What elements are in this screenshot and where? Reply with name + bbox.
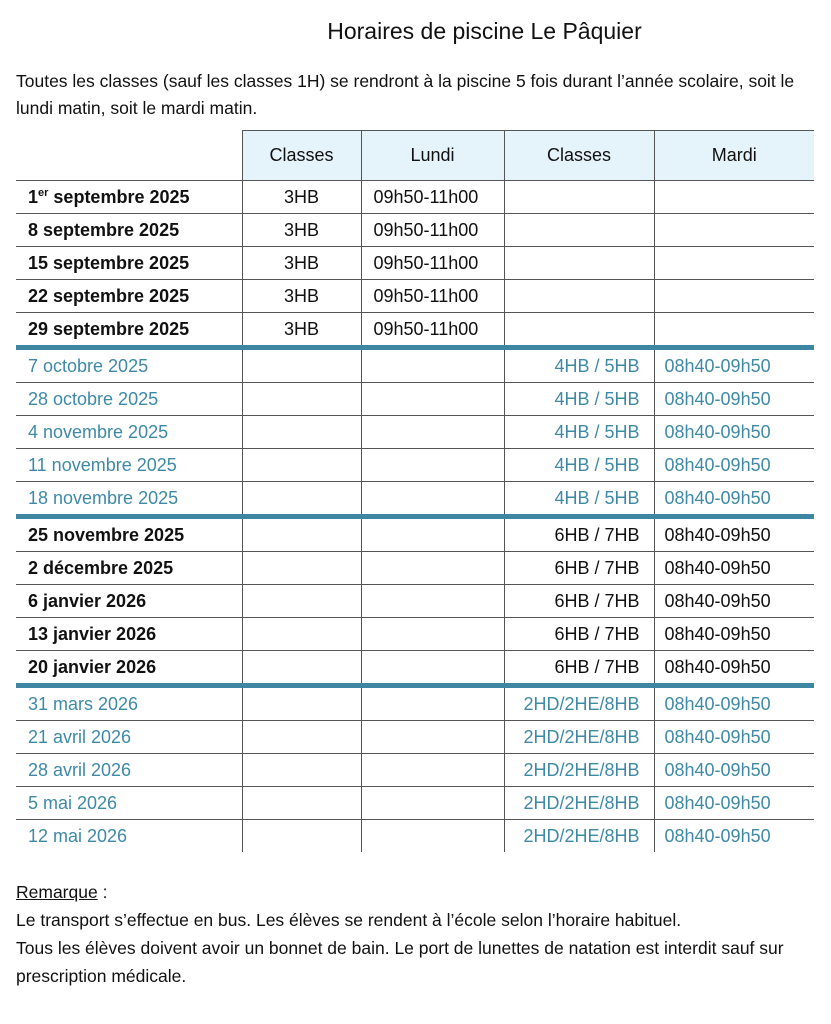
classes-lundi-cell [242, 585, 361, 618]
remarks-line-equipment: Tous les élèves doivent avoir un bonnet de bain. Le port de lunettes de natation est interdit sauf sur prescription médicale. [16, 938, 784, 986]
table-row [16, 181, 814, 214]
schedule-table [16, 130, 814, 852]
intro-paragraph: Toutes les classes (sauf les classes 1H) se rendront à la piscine 5 fois durant l’année scolaire, soit le lundi matin, soit le mardi matin. [16, 71, 795, 118]
classes-mardi-cell: 6HB / 7HB [504, 651, 654, 686]
remarks-label: Remarque [16, 882, 98, 902]
date-cell: 4 novembre 2025 [16, 416, 242, 449]
mardi-cell: 08h40-09h50 [654, 482, 814, 517]
classes-mardi-cell: 6HB / 7HB [504, 585, 654, 618]
classes-lundi-cell: 3HB [242, 214, 361, 247]
classes-mardi-cell: 2HD/2HE/8HB [504, 787, 654, 820]
lundi-cell [361, 585, 504, 618]
classes-lundi-cell [242, 348, 361, 383]
mardi-cell: 08h40-09h50 [654, 585, 814, 618]
lundi-cell [361, 449, 504, 482]
classes-lundi-cell [242, 482, 361, 517]
lundi-cell [361, 517, 504, 552]
mardi-cell [654, 181, 814, 214]
table-row [16, 517, 814, 552]
classes-lundi-cell [242, 552, 361, 585]
page-title: Horaires de piscine Le Pâquier [327, 18, 642, 44]
classes-mardi-cell: 6HB / 7HB [504, 552, 654, 585]
header-lundi: Lundi [361, 131, 504, 181]
date-cell: 12 mai 2026 [28, 825, 128, 846]
mardi-cell: 08h40-09h50 [654, 754, 814, 787]
header-classes-mardi: Classes [504, 131, 654, 181]
date-cell: 29 septembre 2025 [16, 313, 242, 348]
classes-lundi-cell [242, 686, 361, 721]
date-cell: 15 septembre 2025 [16, 247, 242, 280]
lundi-cell [361, 348, 504, 383]
table-row [16, 585, 814, 618]
table-row [16, 313, 814, 348]
classes-mardi-cell: 4HB / 5HB [504, 348, 654, 383]
date-cell: 28 octobre 2025 [16, 383, 242, 416]
mardi-cell [654, 214, 814, 247]
mardi-cell [654, 280, 814, 313]
date-cell: 7 octobre 2025 [16, 348, 242, 383]
table-row [16, 449, 814, 482]
lundi-cell [361, 482, 504, 517]
table-row [16, 482, 814, 517]
date-month-year: septembre 2025 [48, 186, 190, 207]
date-cell: 8 septembre 2025 [16, 214, 242, 247]
classes-lundi-cell [242, 618, 361, 651]
mardi-cell: 08h40-09h50 [654, 416, 814, 449]
classes-mardi-cell [504, 214, 654, 247]
classes-mardi-cell [504, 181, 654, 214]
classes-mardi-cell: 4HB / 5HB [504, 416, 654, 449]
mardi-cell: 08h40-09h50 [654, 552, 814, 585]
table-row [16, 721, 814, 754]
classes-lundi-cell [242, 721, 361, 754]
classes-lundi-cell: 3HB [242, 181, 361, 214]
remarks-section [16, 878, 816, 990]
classes-mardi-cell: 4HB / 5HB [504, 449, 654, 482]
classes-mardi-cell [504, 313, 654, 348]
classes-lundi-cell [242, 383, 361, 416]
lundi-cell [361, 416, 504, 449]
mardi-cell [654, 313, 814, 348]
remarks-label-suffix: : [97, 882, 108, 902]
mardi-cell: 08h40-09h50 [654, 651, 814, 686]
mardi-cell: 08h40-09h50 [654, 383, 814, 416]
table-row [16, 787, 814, 820]
classes-lundi-cell [242, 787, 361, 820]
classes-lundi-cell [242, 416, 361, 449]
mardi-cell: 08h40-09h50 [654, 449, 814, 482]
date-superscript: er [38, 186, 49, 199]
classes-mardi-cell: 2HD/2HE/8HB [504, 721, 654, 754]
table-row [16, 651, 814, 686]
table-row [16, 247, 814, 280]
date-day: 1 [28, 186, 39, 207]
mardi-cell [654, 247, 814, 280]
header-mardi: Mardi [654, 131, 814, 181]
lundi-cell [361, 820, 504, 853]
table-row [16, 754, 814, 787]
date-cell: 31 mars 2026 [16, 686, 242, 721]
lundi-cell: 09h50-11h00 [361, 280, 504, 313]
classes-lundi-cell [242, 754, 361, 787]
lundi-cell [361, 552, 504, 585]
classes-lundi-cell: 3HB [242, 247, 361, 280]
remarks-heading [16, 878, 816, 906]
classes-mardi-cell: 4HB / 5HB [504, 383, 654, 416]
classes-lundi-cell [242, 651, 361, 686]
remarks-line-transport: Le transport s’effectue en bus. Les élèves se rendent à l’école selon l’horaire habituel. [16, 910, 682, 930]
table-row [16, 280, 814, 313]
date-cell: 5 mai 2026 [16, 787, 242, 820]
classes-mardi-cell: 2HD/2HE/8HB [504, 686, 654, 721]
classes-mardi-cell [504, 280, 654, 313]
lundi-cell: 09h50-11h00 [361, 313, 504, 348]
classes-lundi-cell: 3HB [242, 313, 361, 348]
date-cell: 20 janvier 2026 [16, 651, 242, 686]
table-header-row [16, 131, 814, 181]
mardi-cell: 08h40-09h50 [654, 517, 814, 552]
lundi-cell [361, 651, 504, 686]
mardi-cell: 08h40-09h50 [654, 787, 814, 820]
classes-mardi-cell: 6HB / 7HB [504, 618, 654, 651]
classes-mardi-cell: 2HD/2HE/8HB [504, 754, 654, 787]
mardi-cell: 08h40-09h50 [654, 721, 814, 754]
classes-lundi-cell: 3HB [242, 280, 361, 313]
lundi-cell [361, 754, 504, 787]
classes-mardi-cell: 2HD/2HE/8HB [504, 820, 654, 853]
lundi-cell: 09h50-11h00 [361, 214, 504, 247]
lundi-cell [361, 721, 504, 754]
table-row [16, 416, 814, 449]
date-cell: 6 janvier 2026 [16, 585, 242, 618]
mardi-cell: 08h40-09h50 [654, 348, 814, 383]
mardi-cell: 08h40-09h50 [654, 820, 814, 853]
date-cell: 28 avril 2026 [16, 754, 242, 787]
classes-lundi-cell [242, 820, 361, 853]
date-cell: 13 janvier 2026 [16, 618, 242, 651]
date-cell: 22 septembre 2025 [16, 280, 242, 313]
header-corner [16, 131, 242, 181]
table-row [16, 214, 814, 247]
date-cell [16, 181, 242, 214]
lundi-cell [361, 787, 504, 820]
classes-mardi-cell: 4HB / 5HB [504, 482, 654, 517]
date-cell: 11 novembre 2025 [16, 449, 242, 482]
table-row [16, 552, 814, 585]
lundi-cell: 09h50-11h00 [361, 181, 504, 214]
lundi-cell [361, 686, 504, 721]
mardi-cell: 08h40-09h50 [654, 686, 814, 721]
classes-lundi-cell [242, 449, 361, 482]
date-cell: 21 avril 2026 [16, 721, 242, 754]
table-row [16, 820, 814, 853]
date-cell: 2 décembre 2025 [16, 552, 242, 585]
table-row [16, 618, 814, 651]
mardi-cell: 08h40-09h50 [654, 618, 814, 651]
lundi-cell: 09h50-11h00 [361, 247, 504, 280]
classes-mardi-cell [504, 247, 654, 280]
header-classes-lundi: Classes [242, 131, 361, 181]
table-row [16, 383, 814, 416]
table-row [16, 348, 814, 383]
date-cell: 18 novembre 2025 [16, 482, 242, 517]
classes-mardi-cell: 6HB / 7HB [504, 517, 654, 552]
date-cell: 25 novembre 2025 [16, 517, 242, 552]
table-row [16, 686, 814, 721]
classes-lundi-cell [242, 517, 361, 552]
lundi-cell [361, 618, 504, 651]
lundi-cell [361, 383, 504, 416]
